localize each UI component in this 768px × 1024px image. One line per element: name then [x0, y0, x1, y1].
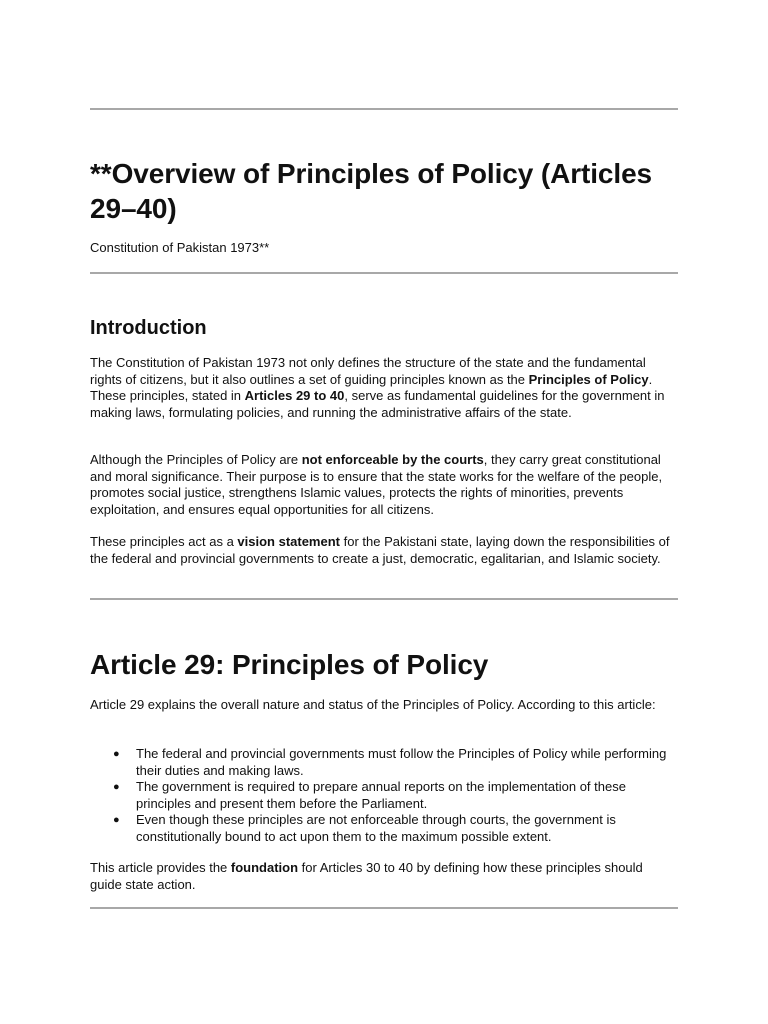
introduction-paragraph-2 [90, 452, 678, 518]
horizontal-rule [90, 907, 678, 909]
article-29-heading: Article 29: Principles of Policy [90, 649, 489, 680]
list-item-text: The government is required to prepare annual reports on the implementation of these principles and present them before the Parliament. [136, 779, 626, 811]
article-29-closing [90, 860, 678, 893]
bullet-icon: ● [113, 781, 120, 793]
horizontal-rule [90, 108, 678, 110]
list-item [90, 779, 678, 812]
paragraph-text: for the Pakistani state, laying down the responsibilities of the federal and provincial governments to create a just, democratic, egalitarian, and Islamic society. [90, 534, 670, 566]
paragraph-text: , they carry great constitutional and moral significance. Their purpose is to ensure that the state works for the welfare of the people, promotes social justice, strengthens Islamic values, protects the rights of minorities, prevents exploitation, and ensures equal opportunities for all citizens. [90, 452, 663, 517]
bold-text: not enforceable by the courts [301, 452, 484, 467]
article-29-bullet-list [90, 746, 678, 845]
list-item [90, 746, 678, 779]
paragraph-text: , serve as fundamental guidelines for the government in making laws, formulating policies, and running the administrative affairs of the state. [90, 388, 665, 420]
horizontal-rule [90, 598, 678, 600]
introduction-heading: Introduction [90, 317, 207, 339]
paragraph-text: These principles act as a [90, 534, 238, 549]
document-subtitle: Constitution of Pakistan 1973** [90, 240, 270, 255]
bold-text: Principles of Policy [528, 371, 649, 387]
bullet-icon: ● [113, 814, 120, 826]
list-item-text: The federal and provincial governments must follow the Principles of Policy while performing their duties and making laws. [136, 746, 667, 778]
bold-text: vision statement [237, 534, 340, 549]
list-item [90, 812, 678, 845]
introduction-paragraph-3 [90, 534, 678, 567]
introduction-paragraph-1 [90, 355, 678, 421]
horizontal-rule [90, 272, 678, 274]
paragraph-text: The Constitution of Pakistan 1973 not only defines the structure of the state and the fundamental rights of citizens, but it also outlines a set of guiding principles known as the [90, 355, 646, 387]
list-item-text: Even though these principles are not enforceable through courts, the government is constitutionally bound to act upon them to the maximum possible extent. [136, 812, 616, 844]
paragraph-text: for Articles 30 to 40 by defining how these principles should guide state action. [90, 860, 643, 892]
paragraph-text: Although the Principles of Policy are [90, 452, 302, 467]
bold-text: foundation [230, 860, 299, 875]
paragraph-text: This article provides the [90, 860, 231, 875]
document-title: **Overview of Principles of Policy (Articles 29–40) [90, 158, 653, 224]
bullet-icon: ● [113, 748, 120, 760]
bold-text: Articles 29 to 40 [244, 388, 345, 403]
paragraph-text: . These principles, stated in [90, 371, 653, 403]
article-29-intro: Article 29 explains the overall nature and status of the Principles of Policy. According to this article: [90, 697, 656, 712]
